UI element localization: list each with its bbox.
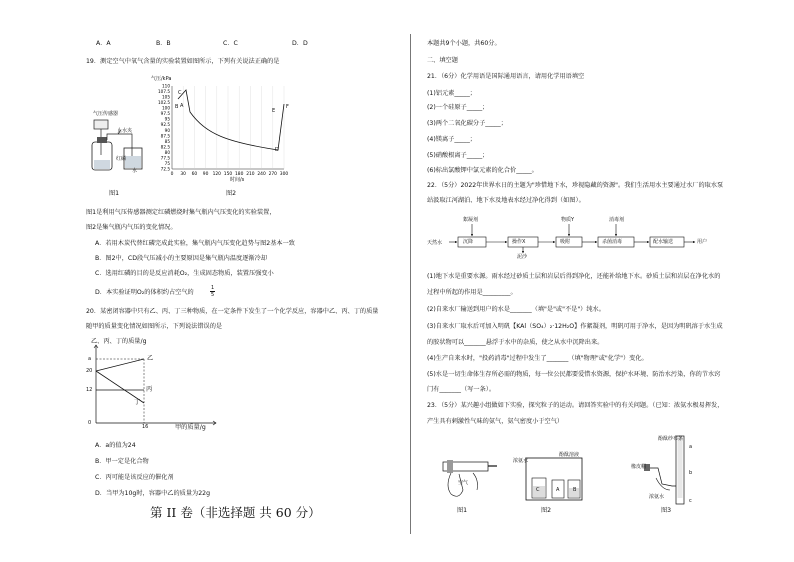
fig2-xtick-label: 90 bbox=[202, 172, 209, 177]
fig2-beaker-B: B bbox=[573, 487, 577, 493]
q19-figure2-chart bbox=[148, 84, 298, 179]
q20-xtick-0: 0 bbox=[88, 420, 92, 426]
fig1-water-label: 水 bbox=[132, 168, 138, 174]
fig2-ylabel: 气压/kPa bbox=[151, 76, 172, 82]
flow-input: 天然水 bbox=[427, 240, 443, 246]
fig3-stopper-label: 橡皮帽 bbox=[631, 464, 647, 470]
fig2-xtick-label: 120 bbox=[212, 172, 221, 177]
additive-disinfectant: 消毒剂 bbox=[609, 217, 625, 223]
fig3-label-b: b bbox=[689, 470, 693, 476]
fig2-xtick-label: 60 bbox=[191, 172, 198, 177]
q23-fig1-caption: 图1 bbox=[457, 507, 468, 514]
fig3-label-c: c bbox=[689, 498, 692, 504]
q22-q2: (2)自来水厂输送到用户的水是_______（填"是"或"不是"）纯水。 bbox=[427, 306, 605, 313]
fig2-ytick-label: 110 bbox=[162, 83, 170, 89]
q18-option-a: A．A bbox=[96, 40, 111, 47]
fig2-ytick-label: 97.5 bbox=[160, 111, 170, 117]
q22-q1b: 过程中所起的作用是_________。 bbox=[427, 289, 517, 296]
q22-q4: (4)生产自来水时，"投药消毒"过程中发生了_______（填"物理"或"化学"）变化。 bbox=[427, 355, 648, 362]
fig2-ytick-label: 82.5 bbox=[160, 144, 170, 150]
q21-item-1: (1)铝元素_____； bbox=[427, 90, 476, 97]
fig3-ammonia-label: 浓氨水 bbox=[649, 494, 665, 500]
fig3-cloth-label: 酚酞纱布条 bbox=[658, 436, 684, 442]
fraction-denominator: 5 bbox=[211, 292, 215, 298]
q20-label-ding: 丁 bbox=[134, 399, 141, 406]
q20-label-bing: 丙 bbox=[146, 386, 153, 393]
q20-ytick-a: a bbox=[88, 356, 92, 362]
fig2-xtick-label: 240 bbox=[257, 172, 266, 177]
q21-item-6: (6)标出氯酸钾中氯元素的化合价_____。 bbox=[427, 167, 538, 174]
fig2-xlabel: 时间/s bbox=[230, 177, 245, 183]
q22-q5b: 门有_______（写一条）。 bbox=[427, 386, 496, 393]
q20-stem1: 20．某密闭容器中只有乙、丙、丁三种物质，在一定条件下发生了一个化学反应，容器中乙、丙、丁的质量 bbox=[86, 308, 379, 315]
fig2-ytick-label: 102.5 bbox=[158, 100, 170, 106]
part2-title: 第 II 卷（非选择题 共 60 分） bbox=[150, 505, 321, 520]
q19-option-a: A．若用木炭代替红磷完成此实验，集气瓶内气压变化趋势与图2基本一致 bbox=[95, 240, 295, 247]
fig2-ytick-label: 107.5 bbox=[158, 89, 170, 95]
fig2-xtick-label: 150 bbox=[223, 172, 233, 177]
flow-box-3: 吸附 bbox=[560, 239, 571, 245]
fig3-label-a: a bbox=[689, 444, 693, 450]
fig2-point-D: D bbox=[275, 147, 279, 153]
q20-stem2: 随甲的质量变化情况如图所示，下列说法错误的是 bbox=[86, 323, 223, 330]
q23-fig2-caption: 图2 bbox=[541, 507, 552, 514]
q20-ytick-20: 20 bbox=[86, 368, 93, 374]
additive-y: 物质Y bbox=[561, 217, 575, 223]
q19-desc2: 图2是集气瓶内气压的变化情况。 bbox=[86, 224, 177, 231]
fig2-ytick-label: 95 bbox=[164, 116, 170, 122]
q22-stem1: 22．（5分）2022年世界水日的主题为"珍惜地下水，珍视隐藏的资源"。我们生活用水主要通过水厂的取水泵 bbox=[427, 182, 724, 189]
q19-option-b: B．图2中，CD段气压减小的主要原因是集气瓶内温度逐渐冷却 bbox=[95, 255, 267, 262]
q20-option-a: A．a的值为24 bbox=[95, 442, 136, 449]
flow-output: 用户 bbox=[697, 239, 708, 245]
q18-option-c: C．C bbox=[223, 40, 238, 47]
fig2-phenol-label: 酚酞溶液 bbox=[559, 452, 580, 458]
fig2-xtick-label: 210 bbox=[246, 172, 255, 177]
q20-option-b: B．甲一定是化合物 bbox=[95, 458, 149, 465]
fig2-ytick-label: 77.5 bbox=[160, 155, 170, 161]
fig1-air-label: 空气 bbox=[458, 480, 469, 486]
q18-option-b: B．B bbox=[156, 40, 171, 47]
q21-stem: 21．（6分）化学用语是国际通用语言，请用化学用语填空 bbox=[427, 73, 585, 80]
right-column bbox=[413, 0, 794, 562]
q20-xlabel: 甲的质量/g bbox=[175, 424, 206, 431]
additive-flocculant: 絮凝剂 bbox=[463, 217, 479, 223]
fig2-ytick-label: 100 bbox=[162, 105, 170, 111]
q22-q1: (1)地下水是重要水源。雨水经过砂质土层和岩层后得到净化，还能补给地下水。砂质土层和岩层在净化水的 bbox=[427, 273, 721, 280]
q21-item-3: (3)两个二氧化碳分子_____； bbox=[427, 120, 507, 127]
q20-chart bbox=[86, 345, 236, 430]
q20-ytick-12: 12 bbox=[86, 387, 93, 393]
flow-box-4: 杀菌消毒 bbox=[602, 239, 623, 245]
fig2-ytick-label: 92.5 bbox=[160, 122, 170, 128]
q22-stem2: 站汲取江河湖泊、地下水及地表水经过净化得到（如图）。 bbox=[427, 197, 585, 204]
fig2-xtick-label: 180 bbox=[235, 172, 244, 177]
q20-label-yi: 乙 bbox=[147, 355, 154, 362]
fig2-xtick-label: 0 bbox=[170, 172, 174, 177]
q20-option-c: C．丙可能是该反应的催化剂 bbox=[95, 474, 174, 481]
fig1-phos-label: 红磷 bbox=[116, 156, 127, 162]
fig2-beaker-C: C bbox=[536, 487, 540, 493]
fig2-xtick-label: 30 bbox=[180, 172, 186, 177]
fig2-ytick-label: 85 bbox=[164, 138, 170, 144]
fig2-xtick-label: 270 bbox=[268, 172, 277, 177]
fig1-clamp-label: 止水夹 bbox=[117, 128, 133, 134]
q21-item-5: (5)硝酸根离子_____； bbox=[427, 152, 489, 159]
q19-option-d: D．本实验证明O₂的体积约占空气的 bbox=[95, 289, 194, 296]
fraction-numerator: 1 bbox=[211, 285, 215, 291]
q22-q3b: 的胶状物可以_______悬浮于水中的杂质，使之从水中沉降出来。 bbox=[427, 339, 604, 346]
fig2-point-F: F bbox=[286, 104, 289, 110]
q23-stem1: 23．（5分）某兴趣小组做如下实验，探究粒子的运动。请回答实验中的有关问题。（已知：浓氨水极易挥发， bbox=[427, 402, 724, 409]
q22-q5: (5)水是一切生命体生存所必需的物质，每一位公民都要爱惜水资源，保护水环境、防治水污染，你的节水窍 bbox=[427, 371, 721, 378]
fig2-ytick-label: 105 bbox=[162, 94, 170, 100]
fig2-beaker-A: A bbox=[556, 487, 560, 493]
fig2-point-C: C bbox=[178, 90, 182, 96]
fig2-ytick-label: 87.5 bbox=[160, 133, 170, 139]
q19-option-c: C．选用红磷的目的是反应消耗O₂，生成固态物质，装置压强变小 bbox=[95, 270, 274, 277]
fig2-xtick-label: 300 bbox=[279, 172, 289, 177]
fig2-ytick-label: 72.5 bbox=[160, 166, 170, 172]
q23-fig3-caption: 图3 bbox=[661, 507, 672, 514]
fig2-point-B: B bbox=[175, 104, 179, 110]
q18-option-d: D．D bbox=[292, 40, 308, 47]
fig2-caption: 图2 bbox=[226, 190, 237, 197]
flow-sludge: 泥沙 bbox=[517, 254, 528, 260]
section-fill-in: 二、填空题 bbox=[427, 57, 458, 64]
q20-option-d: D．当甲为10g时，容器中乙的质量为22g bbox=[95, 490, 210, 497]
q20-ylabel: 乙、丙、丁的质量/g bbox=[91, 338, 147, 345]
q19-desc1: 图1是利用气压传感器测定红磷燃烧时集气瓶内气压变化的实验装置， bbox=[86, 209, 276, 216]
fig1-caption: 图1 bbox=[109, 190, 120, 197]
fig1-sensor-label: 气压传感器 bbox=[93, 111, 119, 117]
q22-q3: (3)自来水厂取水后可加入明矾【KAl（SO₄）₂·12H₂O】作絮凝剂，明矾可用于净水，是因为明矾溶于水生成 bbox=[427, 323, 723, 330]
flow-box-1: 沉降 bbox=[463, 239, 474, 245]
fig2-ytick-label: 80 bbox=[164, 149, 170, 155]
fig2-point-A: A bbox=[180, 103, 184, 109]
fig2-point-E: E bbox=[272, 108, 276, 114]
part2-intro: 本题共9个小题，共60分。 bbox=[427, 40, 501, 47]
flow-box-2: 操作X bbox=[512, 239, 526, 245]
q21-item-2: (2)一个硅原子_____； bbox=[427, 104, 489, 111]
q23-figure1 bbox=[433, 450, 503, 505]
flow-box-5: 配水输送 bbox=[653, 239, 674, 245]
q19-stem: 19．测定空气中氧气含量的实验装置如图所示，下列有关说法正确的是 bbox=[86, 58, 280, 65]
q23-stem2: 产生具有刺激性气味的氨气，氨气密度小于空气） bbox=[427, 418, 564, 425]
q20-xtick-16: 16 bbox=[142, 424, 149, 430]
fig2-ytick-label: 90 bbox=[164, 127, 170, 133]
fig2-ammonia-label: 浓氨水 bbox=[513, 458, 529, 464]
fig2-ytick-label: 75 bbox=[164, 160, 170, 166]
q21-item-4: (4)镁离子_____； bbox=[427, 136, 476, 143]
